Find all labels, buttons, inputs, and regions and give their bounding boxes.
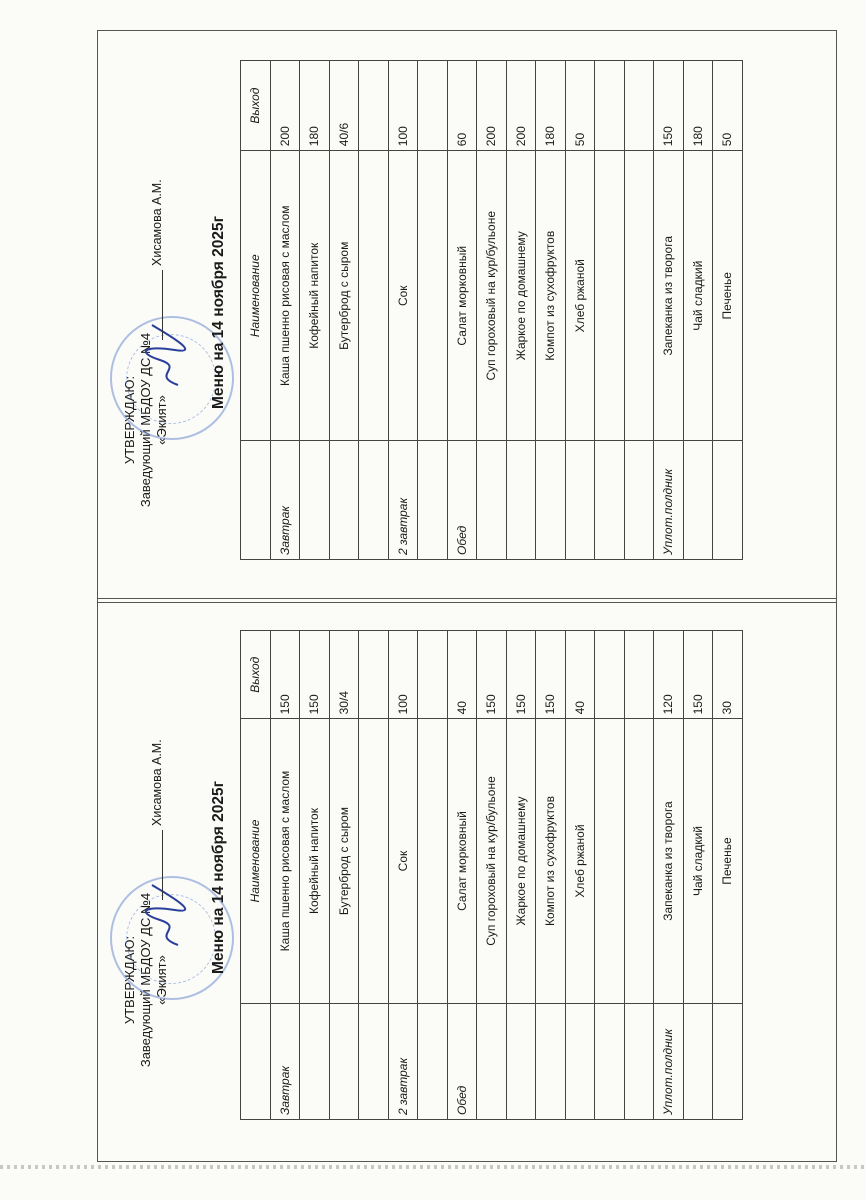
portion-cell: 150 bbox=[477, 631, 507, 719]
dish-name-cell: Салат морковный bbox=[447, 151, 477, 441]
menu-column-header: Наименование bbox=[241, 719, 271, 1003]
table-row bbox=[506, 631, 536, 1120]
portion-cell bbox=[624, 631, 654, 719]
portion-cell: 200 bbox=[270, 61, 300, 151]
portion-cell: 200 bbox=[506, 61, 536, 151]
dish-name-cell: Бутерброд с сыром bbox=[329, 151, 359, 441]
table-row bbox=[565, 61, 595, 560]
dish-name-cell: Хлеб ржаной bbox=[565, 719, 595, 1003]
portion-cell: 200 bbox=[477, 61, 507, 151]
portion-cell bbox=[624, 61, 654, 151]
portion-cell: 50 bbox=[713, 61, 743, 151]
menu-copy-top bbox=[110, 35, 830, 590]
table-row bbox=[477, 631, 507, 1120]
meal-cell: Уплот.полдник bbox=[654, 441, 684, 560]
dish-name-cell: Жаркое по домашнему bbox=[506, 719, 536, 1003]
meal-cell bbox=[683, 1003, 713, 1119]
portion-cell: 50 bbox=[565, 61, 595, 151]
dish-name-cell: Печенье bbox=[713, 719, 743, 1003]
dish-name-cell: Компот из сухофруктов bbox=[536, 719, 566, 1003]
portion-cell: 60 bbox=[447, 61, 477, 151]
portion-cell: 180 bbox=[683, 61, 713, 151]
meal-cell bbox=[536, 1003, 566, 1119]
portion-cell: 150 bbox=[683, 631, 713, 719]
menu-column-header bbox=[241, 1003, 271, 1119]
menu-column-header: Выход bbox=[241, 631, 271, 719]
meal-cell bbox=[595, 441, 625, 560]
table-row bbox=[683, 61, 713, 560]
meal-cell bbox=[683, 441, 713, 560]
portion-cell: 150 bbox=[300, 631, 330, 719]
meal-cell: Уплот.полдник bbox=[654, 1003, 684, 1119]
table-row bbox=[270, 631, 300, 1120]
approval-header bbox=[110, 35, 250, 590]
meal-cell: Обед bbox=[447, 1003, 477, 1119]
dish-name-cell: Запеканка из творога bbox=[654, 151, 684, 441]
dish-name-cell: Кофейный напиток bbox=[300, 719, 330, 1003]
meal-cell bbox=[624, 441, 654, 560]
dish-name-cell bbox=[359, 151, 389, 441]
meal-cell: 2 завтрак bbox=[388, 441, 418, 560]
table-row bbox=[329, 61, 359, 560]
meal-cell bbox=[624, 1003, 654, 1119]
meal-cell: Завтрак bbox=[270, 1003, 300, 1119]
meal-cell bbox=[329, 441, 359, 560]
meal-cell bbox=[418, 1003, 448, 1119]
menu-title: Меню на 14 ноября 2025г bbox=[210, 215, 227, 410]
portion-cell: 180 bbox=[300, 61, 330, 151]
dish-name-cell: Запеканка из творога bbox=[654, 719, 684, 1003]
approval-line: УТВЕРЖДАЮ: bbox=[122, 935, 137, 1025]
dish-name-cell bbox=[624, 151, 654, 441]
menu-column-header bbox=[241, 441, 271, 560]
dish-name-cell bbox=[359, 719, 389, 1003]
table-row bbox=[388, 61, 418, 560]
portion-cell: 150 bbox=[536, 631, 566, 719]
meal-cell bbox=[565, 1003, 595, 1119]
approval-line: «Экият» bbox=[154, 955, 169, 1005]
signatory-name: Хисамова А.М. bbox=[150, 179, 164, 266]
meal-cell bbox=[359, 441, 389, 560]
table-row bbox=[270, 61, 300, 560]
table-row bbox=[418, 631, 448, 1120]
table-row bbox=[536, 61, 566, 560]
approval-header bbox=[110, 605, 250, 1150]
table-row bbox=[359, 631, 389, 1120]
portion-cell: 150 bbox=[270, 631, 300, 719]
portion-cell: 150 bbox=[506, 631, 536, 719]
dish-name-cell: Жаркое по домашнему bbox=[506, 151, 536, 441]
portion-cell: 100 bbox=[388, 631, 418, 719]
menu-table bbox=[240, 630, 743, 1120]
meal-cell bbox=[506, 441, 536, 560]
table-row bbox=[418, 61, 448, 560]
dish-name-cell bbox=[624, 719, 654, 1003]
dish-name-cell bbox=[595, 719, 625, 1003]
meal-cell: Завтрак bbox=[270, 441, 300, 560]
approval-line: Заведующий МБДОУ ДС №4 bbox=[138, 892, 153, 1068]
meal-cell bbox=[300, 441, 330, 560]
dish-name-cell: Чай сладкий bbox=[683, 719, 713, 1003]
dish-name-cell: Компот из сухофруктов bbox=[536, 151, 566, 441]
portion-cell bbox=[595, 631, 625, 719]
meal-cell bbox=[595, 1003, 625, 1119]
dish-name-cell: Печенье bbox=[713, 151, 743, 441]
meal-cell bbox=[713, 1003, 743, 1119]
portion-cell bbox=[359, 631, 389, 719]
dish-name-cell bbox=[418, 719, 448, 1003]
dish-name-cell: Салат морковный bbox=[447, 719, 477, 1003]
dish-name-cell: Чай сладкий bbox=[683, 151, 713, 441]
table-row bbox=[713, 61, 743, 560]
portion-cell: 180 bbox=[536, 61, 566, 151]
portion-cell: 100 bbox=[388, 61, 418, 151]
table-row bbox=[624, 631, 654, 1120]
portion-cell: 150 bbox=[654, 61, 684, 151]
meal-cell bbox=[477, 441, 507, 560]
meal-cell bbox=[565, 441, 595, 560]
meal-cell: Обед bbox=[447, 441, 477, 560]
meal-cell bbox=[536, 441, 566, 560]
dish-name-cell: Бутерброд с сыром bbox=[329, 719, 359, 1003]
dish-name-cell: Каша пшенно рисовая с маслом bbox=[270, 719, 300, 1003]
signatory-name: Хисамова А.М. bbox=[150, 739, 164, 826]
dish-name-cell: Сок bbox=[388, 151, 418, 441]
table-row bbox=[506, 61, 536, 560]
menu-table bbox=[240, 60, 743, 560]
meal-cell bbox=[477, 1003, 507, 1119]
dish-name-cell: Хлеб ржаной bbox=[565, 151, 595, 441]
table-row bbox=[447, 631, 477, 1120]
table-row bbox=[683, 631, 713, 1120]
table-row bbox=[359, 61, 389, 560]
meal-cell: 2 завтрак bbox=[388, 1003, 418, 1119]
portion-cell bbox=[595, 61, 625, 151]
table-row bbox=[565, 631, 595, 1120]
dish-name-cell: Сок bbox=[388, 719, 418, 1003]
approval-line: УТВЕРЖДАЮ: bbox=[122, 375, 137, 465]
table-row bbox=[595, 61, 625, 560]
signatory-line bbox=[150, 179, 164, 340]
table-row bbox=[624, 61, 654, 560]
dish-name-cell: Суп гороховый на кур/бульоне bbox=[477, 151, 507, 441]
portion-cell: 40 bbox=[447, 631, 477, 719]
meal-cell bbox=[300, 1003, 330, 1119]
table-row bbox=[388, 631, 418, 1120]
menu-column-header: Наименование bbox=[241, 151, 271, 441]
table-row bbox=[300, 631, 330, 1120]
table-row bbox=[477, 61, 507, 560]
table-row bbox=[595, 631, 625, 1120]
handwritten-signature bbox=[140, 880, 190, 950]
dish-name-cell: Суп гороховый на кур/бульоне bbox=[477, 719, 507, 1003]
meal-cell bbox=[418, 441, 448, 560]
approval-line: «Экият» bbox=[154, 395, 169, 445]
portion-cell: 40 bbox=[565, 631, 595, 719]
meal-cell bbox=[329, 1003, 359, 1119]
table-row bbox=[447, 61, 477, 560]
table-row bbox=[654, 61, 684, 560]
portion-cell bbox=[418, 631, 448, 719]
menu-column-header: Выход bbox=[241, 61, 271, 151]
menu-copy-bottom bbox=[110, 605, 830, 1150]
meal-cell bbox=[359, 1003, 389, 1119]
table-row bbox=[536, 631, 566, 1120]
portion-cell: 40/6 bbox=[329, 61, 359, 151]
dish-name-cell bbox=[595, 151, 625, 441]
dish-name-cell: Кофейный напиток bbox=[300, 151, 330, 441]
scan-artifact-line bbox=[0, 1165, 866, 1169]
portion-cell bbox=[359, 61, 389, 151]
portion-cell: 120 bbox=[654, 631, 684, 719]
signatory-line bbox=[150, 739, 164, 900]
meal-cell bbox=[713, 441, 743, 560]
dish-name-cell: Каша пшенно рисовая с маслом bbox=[270, 151, 300, 441]
portion-cell: 30 bbox=[713, 631, 743, 719]
table-row bbox=[329, 631, 359, 1120]
handwritten-signature bbox=[140, 320, 190, 390]
table-row bbox=[654, 631, 684, 1120]
dish-name-cell bbox=[418, 151, 448, 441]
meal-cell bbox=[506, 1003, 536, 1119]
menu-title: Меню на 14 ноября 2025г bbox=[210, 780, 227, 975]
table-row bbox=[300, 61, 330, 560]
table-row bbox=[713, 631, 743, 1120]
approval-line: Заведующий МБДОУ ДС №4 bbox=[138, 332, 153, 508]
portion-cell bbox=[418, 61, 448, 151]
portion-cell: 30/4 bbox=[329, 631, 359, 719]
